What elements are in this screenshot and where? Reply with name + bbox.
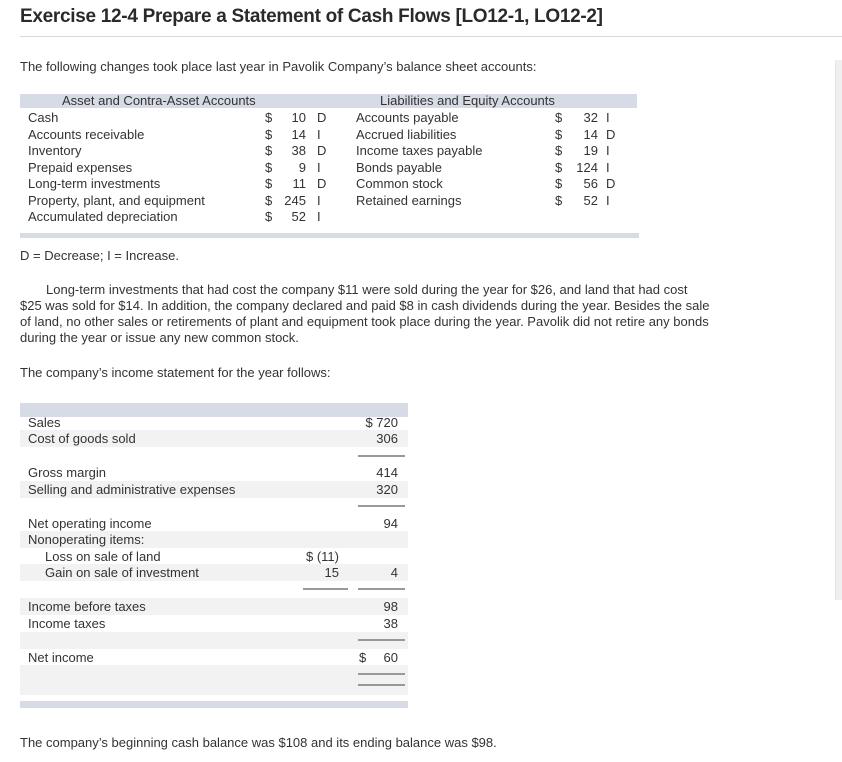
account-name: Inventory [28, 143, 82, 158]
account-name: Accumulated depreciation [28, 209, 178, 224]
income-taxes-value: 38 [383, 616, 398, 631]
change-amount: 19 [583, 143, 598, 158]
gross-margin-label: Gross margin [28, 465, 107, 480]
currency-sign: $ [265, 110, 273, 125]
change-amount: 124 [576, 159, 598, 175]
asset-row [28, 127, 328, 144]
income-statement-header-band [20, 403, 408, 417]
change-amount: 10 [291, 110, 306, 125]
loss-land-value: $ (11) [306, 549, 339, 564]
change-direction: D [317, 176, 327, 191]
change-direction: D [606, 176, 616, 191]
page-title: Exercise 12-4 Prepare a Statement of Cash Flows [LO12-1, LO12-2] [20, 6, 603, 27]
change-amount: 38 [291, 143, 306, 158]
account-name: Property, plant, and equipment [28, 192, 205, 208]
net-operating-label: Net operating income [28, 516, 152, 531]
selling-admin-underline [358, 505, 405, 507]
change-direction: I [606, 192, 610, 208]
currency-sign: $ [265, 176, 273, 191]
currency-sign: $ [555, 126, 563, 142]
income-before-taxes-value: 98 [383, 599, 398, 614]
liability-accounts-header: Liabilities and Equity Accounts [380, 93, 555, 108]
asset-row [28, 176, 328, 193]
row-band [20, 665, 408, 695]
narrative-text [20, 282, 710, 346]
net-income-double-underline-top [358, 673, 405, 675]
change-direction: I [317, 126, 321, 142]
account-name: Accounts payable [356, 110, 459, 125]
income-before-taxes-label: Income before taxes [28, 599, 146, 614]
net-income-label: Net income [28, 650, 94, 665]
net-income-double-underline-bottom [358, 684, 405, 686]
currency-sign: $ [555, 192, 563, 208]
net-operating-value: 94 [383, 516, 398, 531]
account-name: Cash [28, 110, 59, 125]
change-amount: 11 [292, 176, 306, 191]
change-direction: I [606, 159, 610, 175]
change-amount: 14 [583, 126, 598, 142]
account-name: Accrued liabilities [356, 126, 457, 142]
currency-sign: $ [265, 126, 273, 142]
currency-sign: $ [265, 143, 273, 158]
change-amount: 56 [583, 176, 598, 191]
account-name: Prepaid expenses [28, 159, 133, 175]
account-name: Retained earnings [356, 192, 462, 208]
change-amount: 14 [291, 126, 306, 142]
change-direction: I [317, 192, 321, 208]
liability-row [356, 193, 624, 210]
title-divider [20, 36, 842, 37]
account-name: Accounts receivable [28, 126, 145, 142]
intro-text: The following changes took place last year in Pavolik Company’s balance sheet accounts: [20, 59, 537, 74]
asset-row [28, 160, 328, 177]
selling-admin-label: Selling and administrative expenses [28, 482, 236, 497]
change-amount: 245 [284, 192, 306, 208]
nonoperating-label: Nonoperating items: [28, 532, 145, 547]
liability-row [356, 176, 624, 193]
nonoperating-underline [358, 588, 405, 590]
sales-value: $ 720 [365, 415, 398, 430]
change-amount: 52 [291, 209, 306, 224]
liability-accounts-list [356, 110, 624, 209]
gain-investment-value: 15 [324, 565, 339, 580]
change-amount: 32 [583, 110, 598, 125]
currency-sign: $ [555, 159, 563, 175]
change-amount: 52 [583, 192, 598, 208]
liability-row [356, 110, 624, 127]
account-name: Common stock [356, 176, 443, 191]
change-direction: D [317, 143, 327, 158]
income-intro-text: The company’s income statement for the year follows: [20, 365, 331, 380]
currency-sign: $ [555, 143, 563, 158]
net-income-value: 60 [383, 650, 398, 665]
account-name: Bonds payable [356, 159, 443, 175]
asset-accounts-header: Asset and Contra-Asset Accounts [62, 93, 256, 108]
liability-row [356, 143, 624, 160]
change-direction: I [606, 110, 610, 125]
currency-sign: $ [555, 110, 563, 125]
currency-sign: $ [555, 176, 563, 191]
change-direction: I [317, 209, 321, 224]
liability-row [356, 127, 624, 144]
change-direction: I [317, 159, 321, 175]
income-taxes-label: Income taxes [28, 616, 106, 631]
change-amount: 9 [298, 159, 306, 175]
loss-land-label: Loss on sale of land [45, 549, 161, 564]
page-scrollbar[interactable] [835, 60, 842, 600]
asset-row [28, 143, 328, 160]
currency-sign: $ [265, 192, 273, 208]
change-direction: I [606, 143, 610, 158]
net-income-currency: $ [359, 650, 367, 665]
change-direction: D [317, 110, 327, 125]
closing-text: The company’s beginning cash balance was $108 and its ending balance was $98. [20, 735, 497, 750]
row-band [20, 632, 408, 649]
asset-row [28, 209, 328, 226]
liability-row [356, 160, 624, 177]
currency-sign: $ [265, 209, 273, 224]
account-name: Income taxes payable [356, 143, 483, 158]
gross-margin-value: 414 [376, 465, 398, 480]
account-name: Long-term investments [28, 176, 161, 191]
cogs-value: 306 [376, 431, 398, 446]
asset-row [28, 193, 328, 210]
sales-label: Sales [28, 415, 61, 430]
change-direction: D [606, 126, 616, 142]
asset-accounts-list [28, 110, 328, 226]
legend-text: D = Decrease; I = Increase. [20, 248, 179, 263]
cogs-label: Cost of goods sold [28, 431, 136, 446]
income-statement-footer-band [20, 701, 408, 708]
currency-sign: $ [265, 159, 273, 175]
asset-row [28, 110, 328, 127]
narrative-body: Long-term investments that had cost the company $11 were sold during the year for $26, and land that had cost $25 was sold for $14. In addition, the company declared and paid $8 in cash dividends during the year. Besides the sale of land, no other sales or retirements of plant and equipment took place during the year. Pavolik did not retire any bonds during the year or issue any new common stock. [20, 282, 710, 345]
nonoperating-total: 4 [390, 565, 398, 580]
gain-investment-label: Gain on sale of investment [45, 565, 199, 580]
gain-underline [303, 588, 348, 590]
balance-sheet-footer-band [20, 233, 639, 238]
income-taxes-underline [358, 639, 405, 641]
cogs-underline [358, 455, 405, 457]
selling-admin-value: 320 [376, 482, 398, 497]
